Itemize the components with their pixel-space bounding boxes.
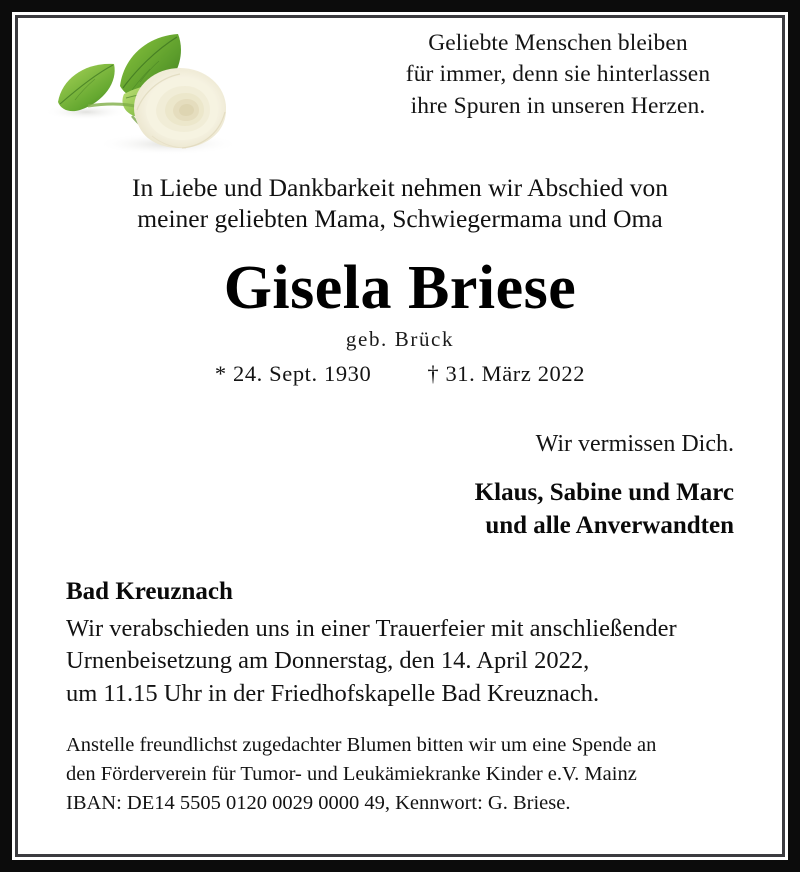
border-gap — [12, 12, 788, 860]
intro-text — [52, 172, 748, 235]
donation-line-2: den Förderverein für Tumor- und Leukämiekranke Kinder e.V. Mainz — [66, 762, 637, 785]
epigraph-line-1: Geliebte Menschen bleiben — [428, 30, 688, 56]
donation-iban: IBAN: DE14 5505 0120 0029 0000 49, Kennwort: G. Briese. — [66, 791, 571, 814]
donation-text — [18, 731, 782, 818]
service-details — [18, 578, 782, 711]
mourner-line-1: Klaus, Sabine und Marc — [474, 478, 734, 506]
death-date: † 31. März 2022 — [427, 360, 586, 386]
birth-date: * 24. Sept. 1930 — [214, 360, 372, 386]
service-line-2: Urnenbeisetzung am Donnerstag, den 14. April 2022, — [66, 647, 590, 675]
white-rose-icon — [28, 20, 268, 160]
deceased-name: Gisela Briese — [223, 253, 577, 322]
inner-border-rule — [15, 15, 785, 857]
epigraph-line-3: ihre Spuren in unseren Herzen. — [410, 92, 706, 119]
notice-header — [18, 18, 782, 166]
epigraph-line-2: für immer, denn sie hinterlassen — [405, 61, 711, 88]
mourner-names — [18, 476, 734, 542]
service-line-3: um 11.15 Uhr in der Friedhofskapelle Bad Kreuznach. — [66, 680, 600, 708]
life-dates — [18, 361, 782, 387]
donation-line-1: Anstelle freundlichst zugedachter Blumen bitten wir um eine Spende an — [66, 733, 657, 756]
service-line-1: Wir verabschieden uns in einer Trauerfeier mit anschließender — [66, 614, 677, 642]
maiden-name: geb. Brück — [345, 326, 455, 351]
epigraph — [358, 28, 758, 122]
mourner-line-2: und alle Anverwandten — [485, 511, 734, 539]
place-name: Bad Kreuznach — [66, 577, 233, 605]
mourners-block — [18, 429, 782, 542]
intro-line-1: In Liebe und Dankbarkeit nehmen wir Abschied von — [131, 173, 669, 202]
intro-line-2: meiner geliebten Mama, Schwiegermama und Oma — [137, 204, 663, 234]
service-text — [66, 613, 742, 711]
notice-card — [18, 18, 782, 854]
farewell-line: Wir vermissen Dich. — [535, 430, 734, 457]
